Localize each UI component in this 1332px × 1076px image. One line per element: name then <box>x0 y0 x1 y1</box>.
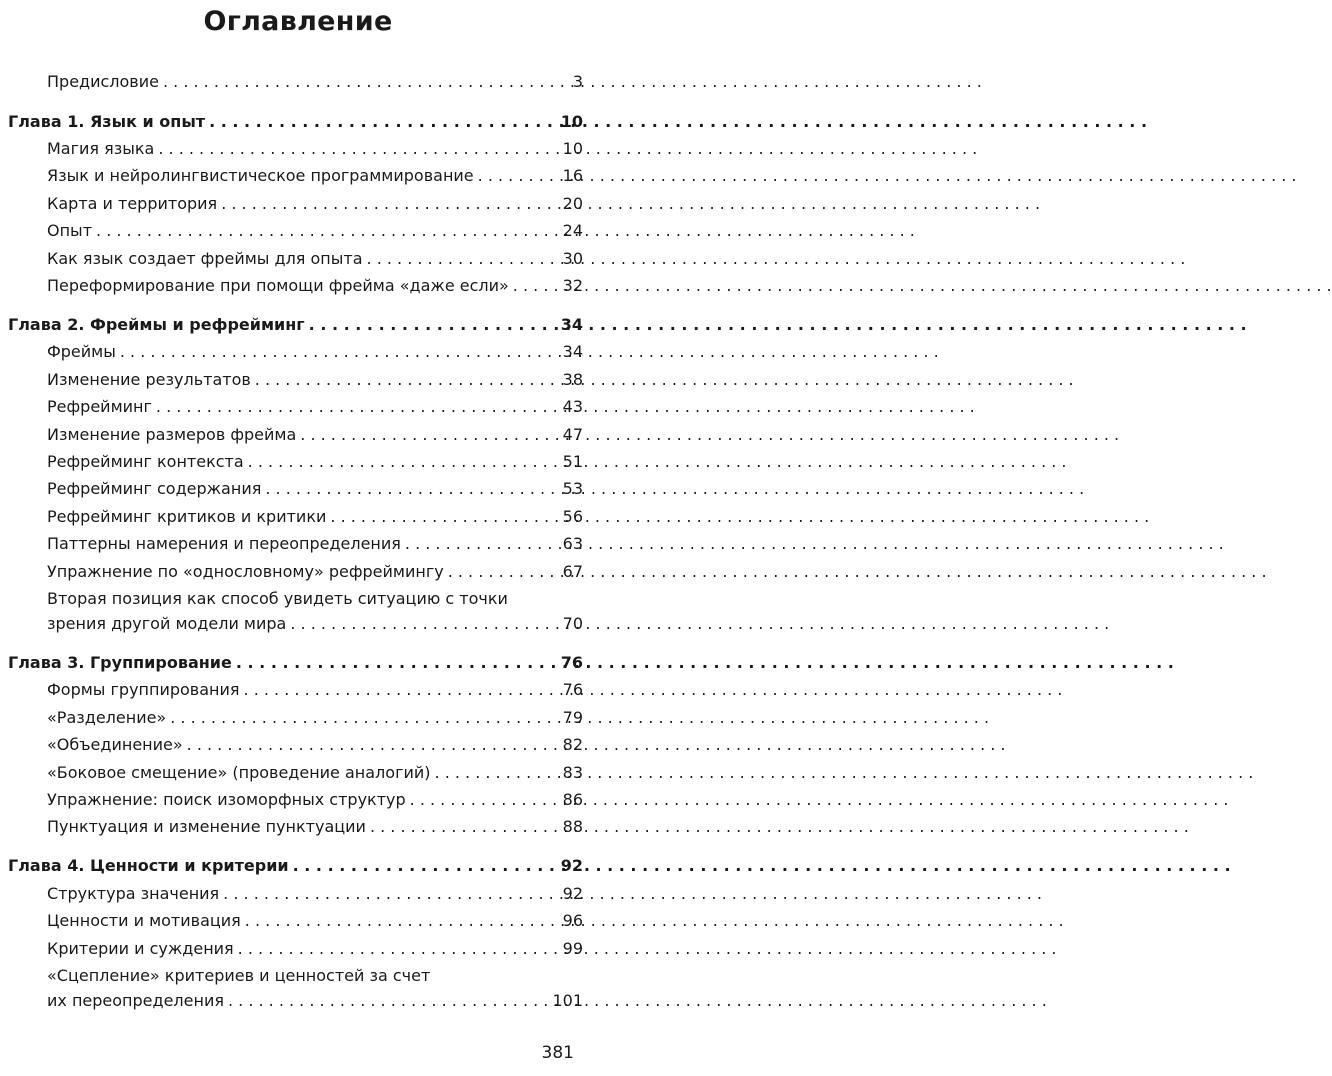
entry-title-first-line: «Сцепление» критериев и ценностей за счет <box>47 965 431 985</box>
toc-entry[interactable] <box>47 452 583 472</box>
entry-title: «Боковое смещение» (проведение аналогий) <box>47 762 431 782</box>
toc-entry[interactable] <box>47 884 583 904</box>
entry-page-number: 99 <box>562 938 583 958</box>
entry-title: Рефрейминг критиков и критики <box>47 506 327 526</box>
entry-page-number: 10 <box>562 139 583 158</box>
dot-leader <box>330 507 558 526</box>
toc-entry[interactable] <box>47 614 583 634</box>
dot-leader <box>156 397 559 416</box>
dot-leader <box>228 991 548 1010</box>
entry-page-number: 51 <box>562 452 583 471</box>
entry-title: Глава 3. Группирование <box>8 652 232 672</box>
entry-page-number: 34 <box>560 315 583 334</box>
entry-page-number: 10 <box>560 111 583 131</box>
entry-title: Как язык создает фреймы для опыта <box>47 248 363 268</box>
dot-leader <box>209 112 557 131</box>
entry-title: Изменение размеров фрейма <box>47 424 297 444</box>
dot-leader <box>309 315 557 334</box>
entry-title: Язык и нейролингвистическое программирование <box>47 166 474 186</box>
entry-page-number: 67 <box>562 561 583 581</box>
dot-leader <box>248 452 559 471</box>
dot-leader <box>405 534 559 553</box>
entry-page-number: 16 <box>562 166 583 186</box>
entry-title: их переопределения <box>47 990 224 1010</box>
entry-title: Глава 4. Ценности и критерии <box>8 856 289 876</box>
entry-title: Паттерны намерения и переопределения <box>47 534 401 554</box>
toc-entry[interactable] <box>47 991 583 1011</box>
dot-leader <box>245 911 559 930</box>
toc-entry[interactable] <box>47 276 583 296</box>
entry-title: Критерии и суждения <box>47 938 234 958</box>
dot-leader <box>300 425 558 444</box>
dot-leader <box>163 72 569 91</box>
entry-title: Опыт <box>47 221 93 241</box>
entry-page-number: 79 <box>562 707 583 727</box>
dot-leader <box>236 653 557 672</box>
entry-page-number: 24 <box>562 221 583 241</box>
dot-leader <box>221 194 558 213</box>
dot-leader <box>513 276 559 295</box>
dot-leader <box>244 680 559 699</box>
entry-page-number: 86 <box>562 789 583 809</box>
entry-title: Рефрейминг контекста <box>47 452 244 471</box>
toc-entry[interactable] <box>47 370 583 390</box>
toc-entry[interactable] <box>47 911 583 931</box>
entry-page-number: 76 <box>560 652 583 672</box>
entry-title: Пунктуация и изменение пунктуации <box>47 817 366 837</box>
dot-leader <box>170 708 558 727</box>
entry-page-number: 56 <box>562 506 583 526</box>
entry-title: Предисловие <box>47 72 159 91</box>
dot-leader <box>158 139 558 158</box>
entry-title: «Разделение» <box>47 707 167 727</box>
toc-entry[interactable] <box>47 425 583 445</box>
toc-entry[interactable] <box>47 817 583 837</box>
toc-entry[interactable] <box>47 562 583 582</box>
entry-title-first-line: Вторая позиция как способ увидеть ситуацию с точки <box>47 589 508 608</box>
dot-leader <box>255 370 559 389</box>
entry-page-number: 92 <box>562 883 583 903</box>
toc-entry[interactable] <box>47 194 583 214</box>
dot-leader <box>293 856 557 875</box>
toc-entry[interactable] <box>47 221 583 241</box>
toc-entry[interactable] <box>47 249 583 269</box>
toc-entry[interactable] <box>47 166 583 186</box>
dot-leader <box>120 342 559 361</box>
entry-page-number: 88 <box>562 817 583 837</box>
dot-leader <box>435 763 559 782</box>
toc-entry[interactable] <box>47 534 583 554</box>
dot-leader <box>410 790 559 809</box>
page-number: 381 <box>541 1043 574 1063</box>
dot-leader <box>187 735 559 754</box>
entry-page-number: 70 <box>562 613 583 633</box>
toc-entry[interactable] <box>47 139 583 159</box>
entry-title: Ценности и мотивация <box>47 911 241 931</box>
toc-entry-preface[interactable] <box>47 72 583 92</box>
entry-title: Формы группирования <box>47 680 240 700</box>
entry-title: Рефрейминг содержания <box>47 479 262 499</box>
toc-entry[interactable] <box>47 479 583 499</box>
entry-title: Фреймы <box>47 342 116 362</box>
entry-page-number: 53 <box>562 479 583 499</box>
dot-leader <box>96 221 559 240</box>
dot-leader <box>448 562 559 581</box>
toc-entry[interactable] <box>47 735 583 755</box>
dot-leader <box>367 249 559 268</box>
entry-page-number: 32 <box>562 276 583 295</box>
entry-page-number: 34 <box>562 342 583 362</box>
entry-page-number: 38 <box>562 369 583 389</box>
entry-title: Рефрейминг <box>47 397 152 417</box>
entry-title: Упражнение: поиск изоморфных структур <box>47 789 406 809</box>
dot-leader <box>478 166 559 185</box>
entry-page-number: 30 <box>562 248 583 268</box>
toc-entry[interactable] <box>47 680 583 700</box>
entry-page-number: 96 <box>562 911 583 931</box>
entry-title: Упражнение по «однословному» рефреймингу <box>47 561 444 581</box>
entry-title: Глава 1. Язык и опыт <box>8 111 206 131</box>
entry-page-number: 83 <box>562 762 583 782</box>
entry-title: Карта и территория <box>47 193 218 213</box>
entry-page-number: 76 <box>562 680 583 700</box>
entry-page-number: 3 <box>572 72 583 91</box>
toc-entry[interactable] <box>47 507 583 527</box>
entry-page-number: 47 <box>562 424 583 444</box>
toc-entry[interactable] <box>47 939 583 959</box>
toc-page <box>0 0 596 1076</box>
entry-title: зрения другой модели мира <box>47 613 287 633</box>
toc-chapter-heading[interactable] <box>8 653 583 673</box>
toc-chapter-heading[interactable] <box>8 856 583 876</box>
entry-title: Изменение результатов <box>47 369 251 389</box>
entry-title: Глава 2. Фреймы и рефрейминг <box>8 315 305 334</box>
entry-title: Структура значения <box>47 883 220 903</box>
entry-page-number: 92 <box>560 856 583 876</box>
toc-entry[interactable] <box>47 397 583 417</box>
toc-entry[interactable] <box>47 763 583 783</box>
dot-leader <box>265 479 558 498</box>
entry-title: Магия языка <box>47 139 155 158</box>
entry-page-number: 82 <box>562 735 583 755</box>
toc-entry[interactable] <box>47 342 583 362</box>
entry-page-number: 101 <box>552 990 583 1010</box>
toc-entry[interactable] <box>47 708 583 728</box>
dot-leader <box>223 884 558 903</box>
entry-title: «Объединение» <box>47 735 183 755</box>
toc-chapter-heading[interactable] <box>8 112 583 132</box>
entry-page-number: 43 <box>562 397 583 417</box>
dot-leader <box>290 614 558 633</box>
page-title: Оглавление <box>203 6 393 37</box>
entry-page-number: 63 <box>562 534 583 554</box>
toc-entry[interactable] <box>47 790 583 810</box>
toc-chapter-heading[interactable] <box>8 315 583 335</box>
entry-title: Переформирование при помощи фрейма «даже если» <box>47 276 509 295</box>
dot-leader <box>238 939 559 958</box>
entry-page-number: 20 <box>562 193 583 213</box>
dot-leader <box>370 817 559 836</box>
